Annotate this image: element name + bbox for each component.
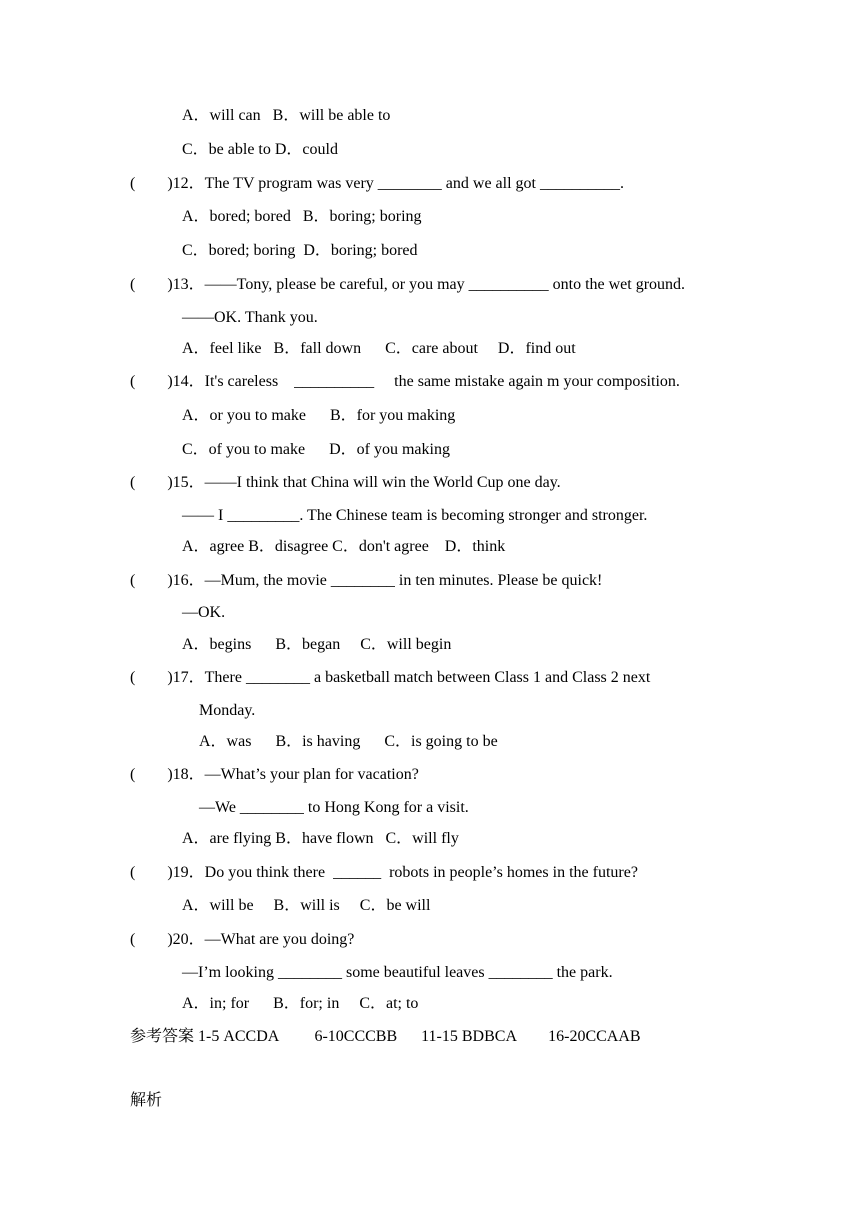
dialogue-reply: ——OK. Thank you. bbox=[182, 309, 318, 326]
option-line: A．feel like B．fall down C．care about D．find out bbox=[182, 340, 576, 357]
question-20: ( )20．—What are you doing? bbox=[130, 931, 355, 948]
option-line: A．will can B．will be able to bbox=[182, 107, 391, 124]
option-line: A．in; for B．for; in C．at; to bbox=[182, 995, 419, 1012]
question-18: ( )18．—What’s your plan for vacation? bbox=[130, 766, 419, 783]
question-13: ( )13．——Tony, please be careful, or you may __________ onto the wet ground. bbox=[130, 276, 686, 293]
dialogue-reply: —I’m looking ________ some beautiful leaves ________ the park. bbox=[182, 964, 613, 981]
question-16: ( )16．—Mum, the movie ________ in ten minutes. Please be quick! bbox=[130, 572, 603, 589]
question-12: ( )12．The TV program was very ________ and we all got __________. bbox=[130, 175, 624, 192]
question-17: ( )17．There ________ a basketball match between Class 1 and Class 2 next bbox=[130, 669, 651, 686]
option-line: A．begins B．began C．will begin bbox=[182, 636, 452, 653]
option-line: A．will be B．will is C．be will bbox=[182, 897, 431, 914]
option-line: C．of you to make D．of you making bbox=[182, 441, 450, 458]
question-15: ( )15．——I think that China will win the World Cup one day. bbox=[130, 474, 561, 491]
option-line: A．or you to make B．for you making bbox=[182, 407, 456, 424]
question-19: ( )19．Do you think there ______ robots in people’s homes in the future? bbox=[130, 864, 638, 881]
option-line: A．was B．is having C．is going to be bbox=[199, 733, 498, 750]
option-line: A．bored; bored B．boring; boring bbox=[182, 208, 422, 225]
question-17-continuation: Monday. bbox=[199, 702, 256, 719]
answer-key: 参考答案 1-5 ACCDA 6-10CCCBB 11-15 BDBCA 16-20CCAAB bbox=[130, 1028, 641, 1045]
dialogue-reply: —— I _________. The Chinese team is becoming stronger and stronger. bbox=[182, 507, 648, 524]
option-line: C．be able to D．could bbox=[182, 141, 338, 158]
option-line: A．are flying B．have flown C．will fly bbox=[182, 830, 459, 847]
dialogue-reply: —OK. bbox=[182, 604, 226, 621]
question-14: ( )14．It's careless __________ the same mistake again m your composition. bbox=[130, 373, 680, 390]
option-line: A．agree B．disagree C．don't agree D．think bbox=[182, 538, 506, 555]
option-line: C．bored; boring D．boring; bored bbox=[182, 242, 418, 259]
analysis-heading: 解析 bbox=[130, 1092, 163, 1109]
dialogue-reply: —We ________ to Hong Kong for a visit. bbox=[199, 799, 469, 816]
